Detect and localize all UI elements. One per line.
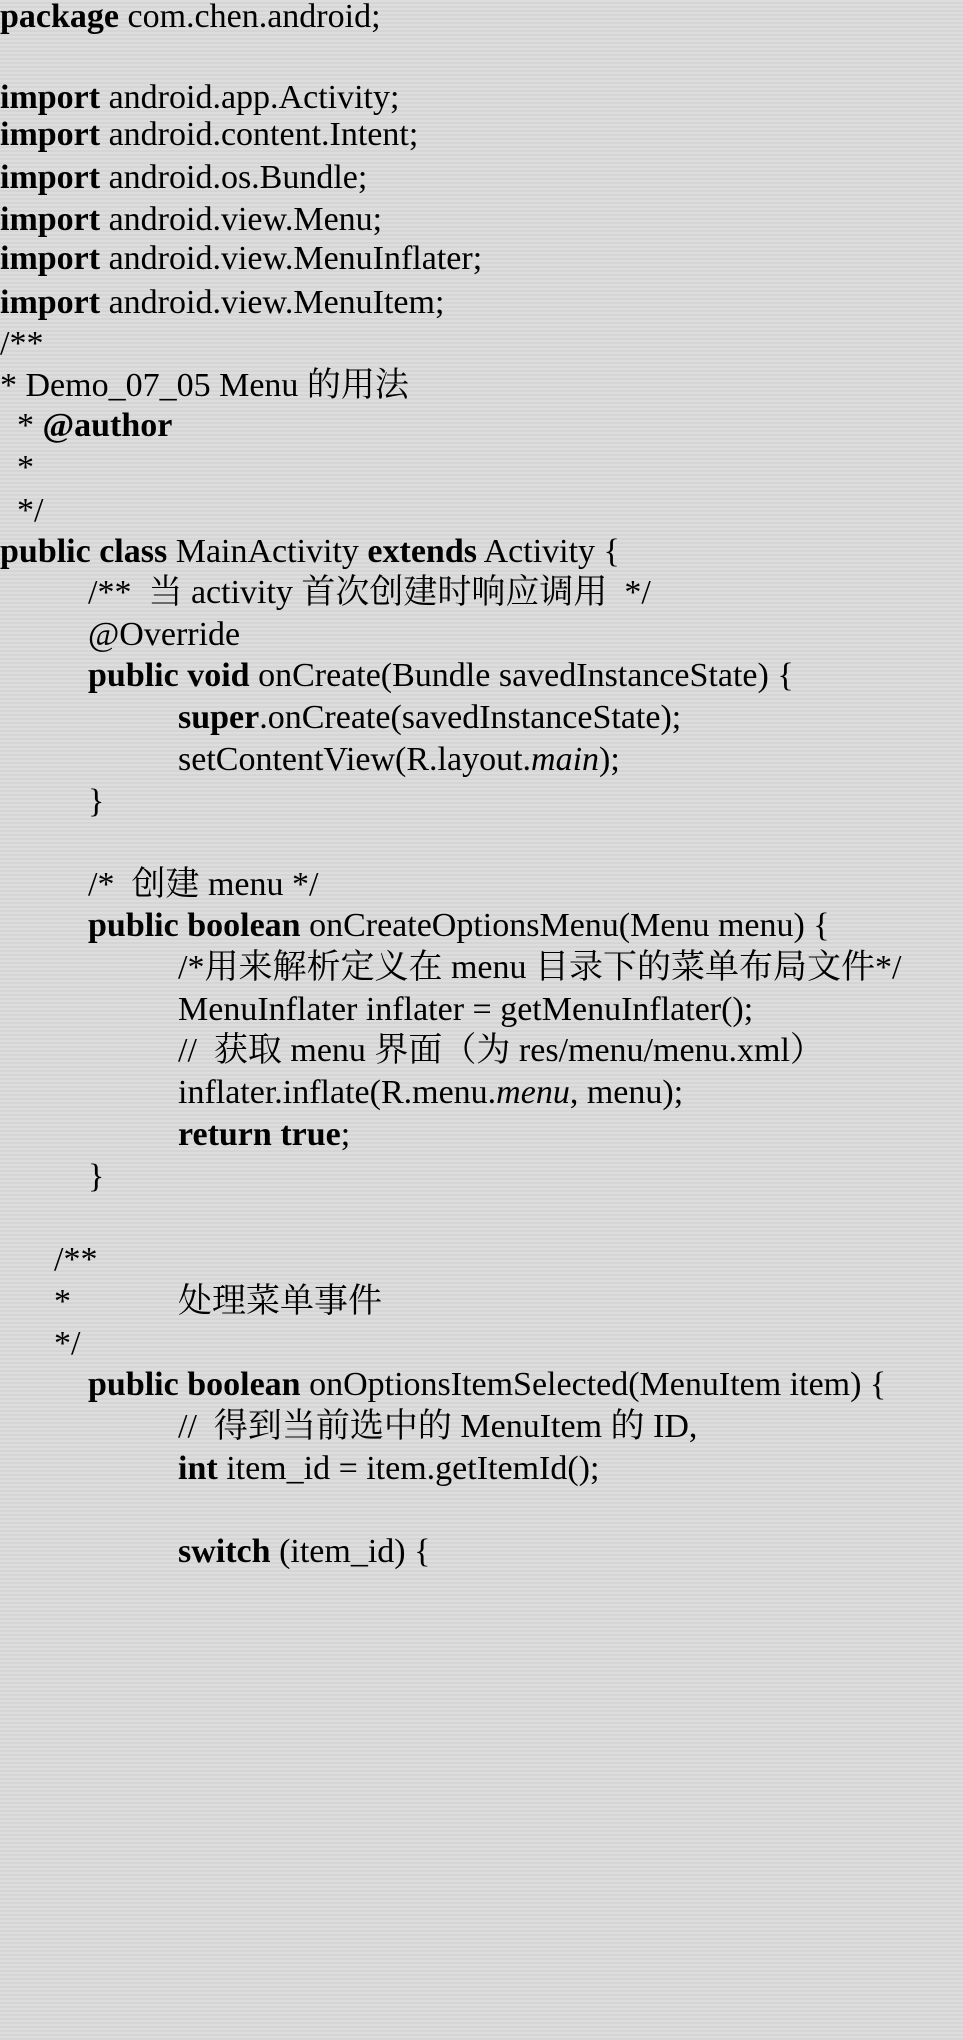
keyword: public boolean <box>88 1366 301 1403</box>
code-text: // 获取 menu 界面（为 res/menu/menu.xml） <box>178 1032 824 1069</box>
code-line-statement <box>0 1442 599 1496</box>
code-text: } <box>88 783 105 820</box>
code-text: /*用来解析定义在 menu 目录下的菜单布局文件*/ <box>178 949 902 986</box>
keyword: import <box>0 116 101 153</box>
keyword: @author <box>42 407 173 444</box>
code-text: android.content.Intent; <box>100 116 419 153</box>
keyword: extends <box>367 533 477 570</box>
keyword: import <box>0 79 101 116</box>
code-line-brace <box>0 1150 104 1204</box>
code-text: ); <box>599 741 620 778</box>
keyword: true <box>280 1116 341 1153</box>
code-text: com.chen.android; <box>119 0 381 35</box>
field-name: main <box>531 741 600 778</box>
code-text: 处理菜单事件 <box>178 1283 382 1320</box>
code-text: */ <box>0 492 44 529</box>
code-text: Activity { <box>476 533 620 570</box>
code-line-package <box>0 0 381 44</box>
code-text: /** <box>54 1241 98 1278</box>
code-text: } <box>88 1158 105 1195</box>
code-text: onCreate(Bundle savedInstanceState) { <box>249 657 794 694</box>
code-text: android.view.Menu; <box>100 201 383 238</box>
code-text: MainActivity <box>167 533 368 570</box>
keyword: return <box>178 1116 272 1153</box>
code-text: .onCreate(savedInstanceState); <box>259 699 682 736</box>
keyword: public class <box>0 533 168 570</box>
code-text: /** 当 activity 首次创建时响应调用 */ <box>88 574 651 611</box>
code-text: * Demo_07_05 Menu 的用法 <box>0 367 409 404</box>
code-text: (item_id) { <box>270 1533 431 1570</box>
code-text: android.view.MenuItem; <box>100 284 445 321</box>
code-text: * <box>0 449 34 486</box>
keyword: import <box>0 201 101 238</box>
keyword: import <box>0 240 101 277</box>
code-text: item_id = item.getItemId(); <box>217 1450 600 1487</box>
code-text: /* 创建 menu */ <box>88 866 319 903</box>
code-text: * <box>54 1283 71 1320</box>
keyword: switch <box>178 1533 271 1570</box>
code-text: MenuInflater inflater = getMenuInflater(); <box>178 991 754 1028</box>
code-text: * <box>0 407 43 444</box>
keyword: import <box>0 159 101 196</box>
code-text: inflater.inflate(R.menu. <box>178 1074 497 1111</box>
code-text: // 得到当前选中的 MenuItem 的 ID, <box>178 1408 698 1445</box>
keyword: public void <box>88 657 250 694</box>
code-text: onCreateOptionsMenu(Menu menu) { <box>300 907 830 944</box>
code-line-import <box>0 276 444 330</box>
code-text: */ <box>54 1325 81 1362</box>
code-text: setContentView(R.layout. <box>178 741 532 778</box>
keyword: int <box>178 1450 218 1487</box>
code-text: android.os.Bundle; <box>100 159 368 196</box>
code-text: onOptionsItemSelected(MenuItem item) { <box>300 1366 887 1403</box>
code-text: android.app.Activity; <box>100 79 400 116</box>
code-text: ; <box>340 1116 351 1153</box>
keyword: super <box>178 699 260 736</box>
code-line-brace <box>0 775 104 829</box>
code-text: , menu); <box>569 1074 684 1111</box>
keyword: import <box>0 284 101 321</box>
keyword: public boolean <box>88 907 301 944</box>
code-text: @Override <box>88 616 241 653</box>
code-text: /** <box>0 325 44 362</box>
code-line-switch <box>0 1525 430 1579</box>
field-name: menu <box>496 1074 570 1111</box>
code-text: android.view.MenuInflater; <box>100 240 483 277</box>
keyword: package <box>0 0 119 35</box>
